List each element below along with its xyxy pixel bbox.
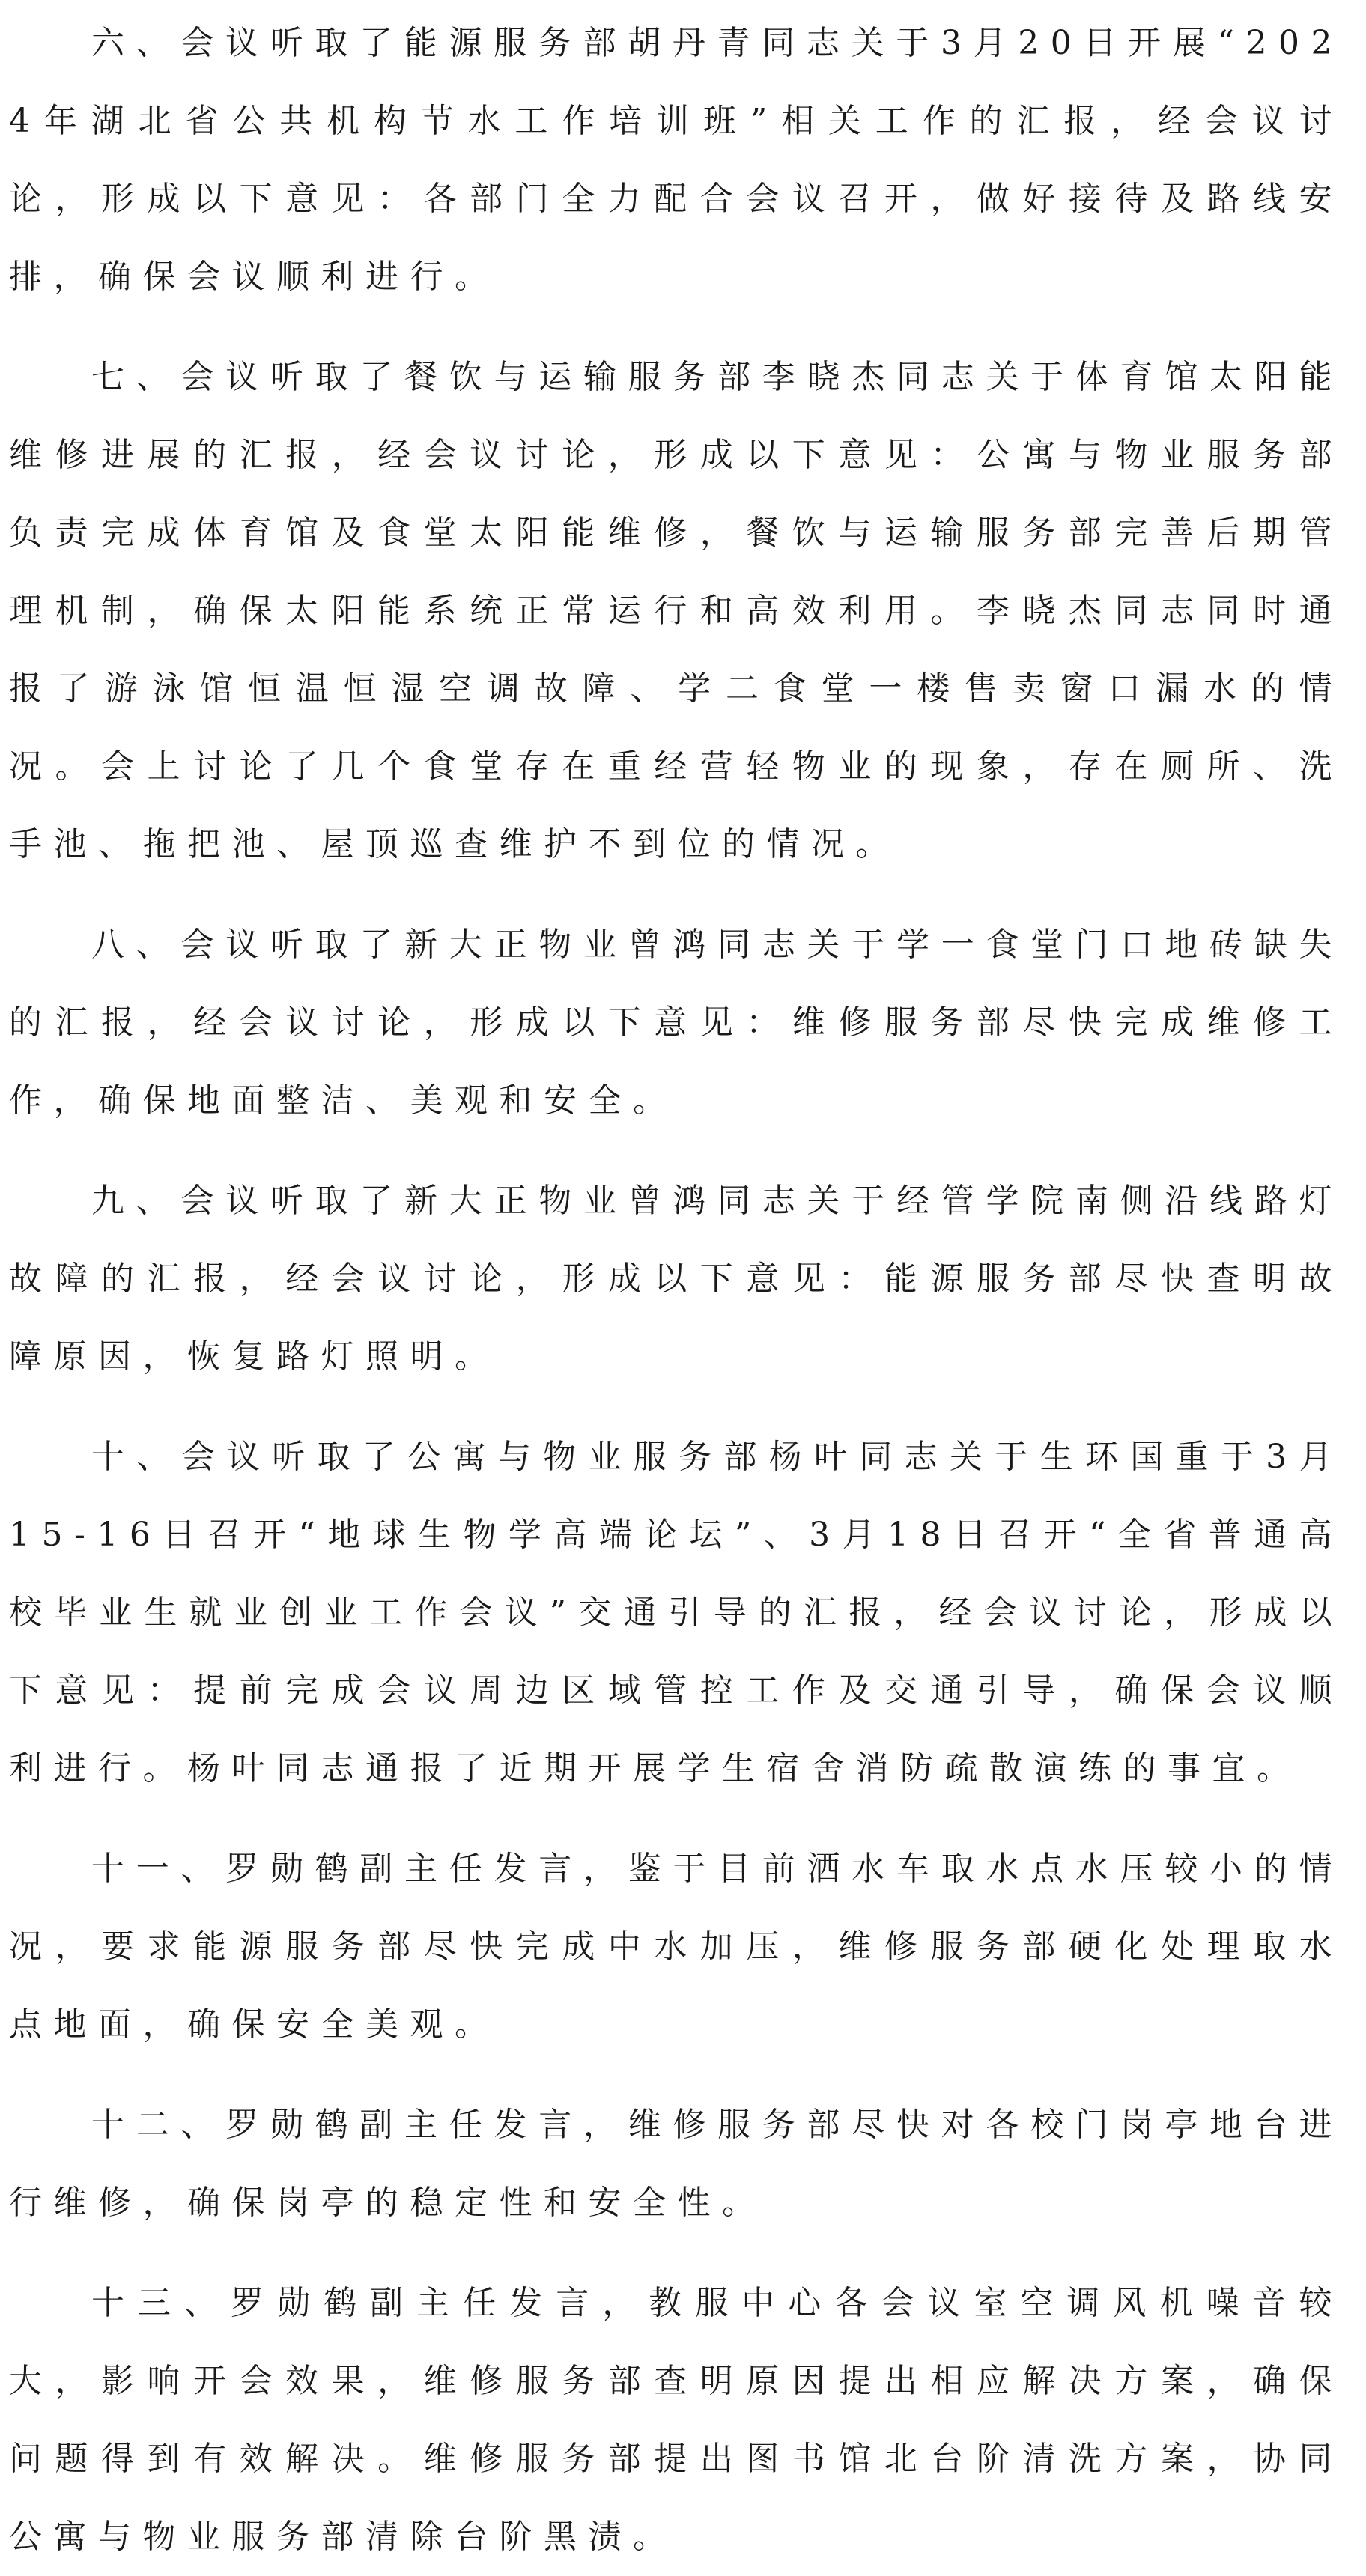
paragraph-item-7: 七、会议听取了餐饮与运输服务部李晓杰同志关于体育馆太阳能维修进展的汇报，经会议讨论，形成以下意见：公寓与物业服务部负责完成体育馆及食堂太阳能维修，餐饮与运输服务部完善后期管理机制，确保太阳能系统正常运行和高效利用。李晓杰同志同时通报了游泳馆恒温恒湿空调故障、学二食堂一楼售卖窗口漏水的情况。会上讨论了几个食堂存在重经营轻物业的现象，存在厕所、洗手池、拖把池、屋顶巡查维护不到位的情况。 (9, 358, 1344, 863)
paragraph-item-12: 十二、罗勋鹤副主任发言，维修服务部尽快对各校门岗亭地台进行维修，确保岗亭的稳定性和安全性。 (9, 2106, 1344, 2222)
paragraph-item-10: 十、会议听取了公寓与物业服务部杨叶同志关于生环国重于3月15-16日召开“地球生物学高端论坛”、3月18日召开“全省普通高校毕业生就业创业工作会议”交通引导的汇报，经会议讨论，形成以下意见：提前完成会议周边区域管控工作及交通引导，确保会议顺利进行。杨叶同志通报了近期开展学生宿舍消防疏散演练的事宜。 (9, 1438, 1344, 1787)
paragraph-item-13: 十三、罗勋鹤副主任发言，教服中心各会议室空调风机噪音较大，影响开会效果，维修服务部查明原因提出相应解决方案，确保问题得到有效解决。维修服务部提出图书馆北台阶清洗方案，协同公寓与物业服务部清除台阶黑渍。 (9, 2284, 1344, 2556)
paragraph-item-9: 九、会议听取了新大正物业曾鸿同志关于经管学院南侧沿线路灯故障的汇报，经会议讨论，形成以下意见：能源服务部尽快查明故障原因，恢复路灯照明。 (9, 1182, 1344, 1376)
paragraph-item-6: 六、会议听取了能源服务部胡丹青同志关于3月20日开展“2024年湖北省公共机构节水工作培训班”相关工作的汇报，经会议讨论，形成以下意见：各部门全力配合会议召开，做好接待及路线安排，确保会议顺利进行。 (9, 24, 1344, 296)
paragraph-item-8: 八、会议听取了新大正物业曾鸿同志关于学一食堂门口地砖缺失的汇报，经会议讨论，形成以下意见：维修服务部尽快完成维修工作，确保地面整洁、美观和安全。 (9, 926, 1344, 1120)
paragraph-item-11: 十一、罗勋鹤副主任发言，鉴于目前洒水车取水点水压较小的情况，要求能源服务部尽快完成中水加压，维修服务部硬化处理取水点地面，确保安全美观。 (9, 1850, 1344, 2044)
